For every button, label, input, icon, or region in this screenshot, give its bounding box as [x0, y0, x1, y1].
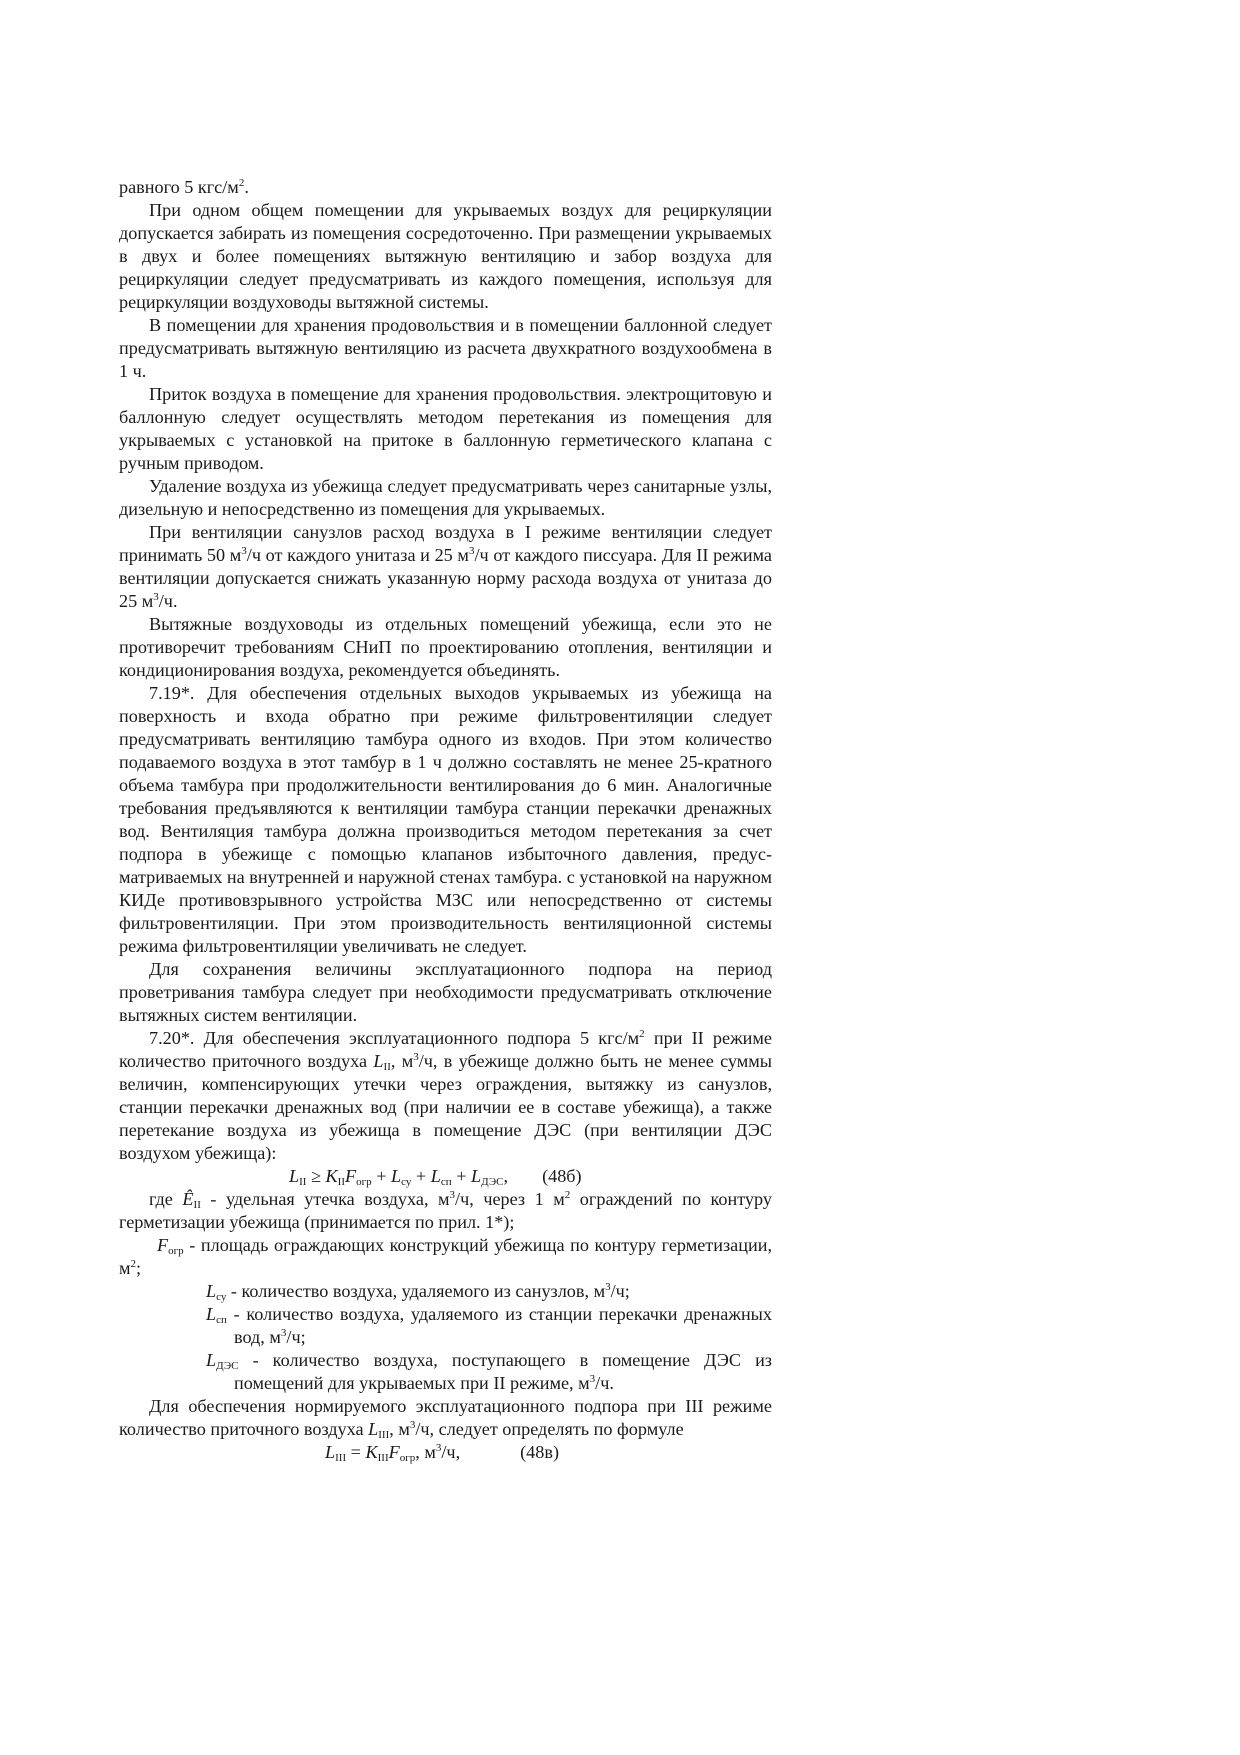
- paragraph-air-removal: Удаление воздуха из убежища следует предусматривать через санитарные узлы, дизельную и непосредственно из помещения для укрываемых.: [119, 476, 772, 519]
- paragraph-sanitary-ventilation: При вентиляции санузлов расход воздуха в I режиме вентиляции следует принимать 50 $м^3/ч$ от каждого унитаза и 25 $м^3/ч$ от каждого писсуара. Для II режима вентиляции допускается снижать указанную норму расхода воздуха от унитаза до 25 $м^3/ч$.: [119, 522, 773, 611]
- definition-l-des: $L_{ДЭС}$ - количество воздуха, поступающего в помещение ДЭС из помещений для укрываемых при II режиме, $м^3/ч$.: [206, 1350, 772, 1393]
- definition-l-su: $L_{су}$ - количество воздуха, удаляемого из санузлов, $м^3/ч$;: [206, 1281, 630, 1303]
- formula-number: (48в): [520, 1442, 560, 1462]
- formula-48v: $L_{III} = K_{III}F_{огр}$, $м^3/ч$, (48в): [325, 1442, 560, 1464]
- paragraph-air-inflow: Приток воздуха в помещение для хранения продовольствия. электрощитовую и баллонную следует осуществлять методом перетекания из помещения для укрываемых с установкой на притоке в баллонную герметического клапана с ручным приводом.: [119, 384, 772, 473]
- paragraph-pressure-maintenance: Для сохранения величины эксплуатационного подпора на период проветривания тамбура следует при необходимости предусматривать отключение вытяжных систем вентиляции.: [119, 959, 772, 1025]
- paragraph-7-20: 7.20*. Для обеспечения эксплуатационного подпора 5 кгс/$м^2$ при II режиме количество приточного воздуха $L_{II}$, $м^3/ч$, в убежище должно быть не менее суммы величин, компенсирующих утечки через ограждения, вытяжку из санузлов, станции перекачки дренажных вод (при наличии ее в составе убежища), а также перетекание воздуха из убежища в помещение ДЭС (при вентиляции ДЭС воздухом убежища):: [119, 1028, 773, 1163]
- formula-48b: $L_{II} \ge K_{II}F_{огр} + L_{су} + L_{сп} + L_{ДЭС}$, (48б): [289, 1166, 582, 1188]
- paragraph-mode-iii: Для обеспечения нормируемого эксплуатационного подпора при III режиме количество приточного воздуха $L_{III}$, $м^3/ч$, следует определять по формуле: [119, 1396, 772, 1441]
- formula-number: (48б): [542, 1166, 582, 1186]
- definition-leak-rate: где $Ê_{II}$ - удельная утечка воздуха, $м^3/ч$, через 1 $м^2$ ограждений по контуру герметизации убежища (принимается по прил. 1*);: [119, 1189, 772, 1232]
- paragraph-food-storage: В помещении для хранения продовольствия и в помещении баллонной следует предусматривать вытяжную вентиляцию из расчета двухкратного воздухообмена в 1 ч.: [119, 315, 772, 381]
- definition-area: $F_{огр}$ - площадь ограждающих конструкций убежища по контуру герметизации, $м^2$;: [119, 1235, 772, 1278]
- paragraph-7-19: 7.19*. Для обеспечения отдельных выходов укрываемых из убежища на поверхность и входа обратно при режиме фильтровентиляции следует предусматривать вентиляцию тамбура одного из входов. При этом количество подаваемого воздуха в этот тамбур в 1 ч должно составлять не менее 25-кратного объема тамбура при продолжительности вентилирования до 6 мин. Аналогичные требования предъявляются к вентиляции тамбура станции перекачки дренажных вод. Вентиляция тамбура должна производиться методом перетекания за счет подпора в убежище с помощью клапанов избыточного давления, предусматриваемых на внутренней и наружной стенах тамбура. с установкой на наружном КИДе противовзрывного устройства МЗС или непосредственно от системы фильтровентиляции. При этом производительность вентиляционной системы режима фильтровентиляции увеличивать не следует.: [119, 683, 772, 956]
- paragraph-exhaust-ducts: Вытяжные воздуховоды из отдельных помещений убежища, если это не противоречит требованиям СНиП по проектированию отопления, вентиляции и кондиционирования воздуха, рекомендуется объединять.: [119, 614, 772, 680]
- paragraph-continuation: равного 5 кгс/$м^2$.: [119, 177, 249, 197]
- document-page: [119, 176, 772, 1464]
- paragraph-recirculation: При одном общем помещении для укрываемых воздух для рециркуляции допускается забирать из помещения сосредоточенно. При размещении укрываемых в двух и более помещениях вытяжную вентиляцию и забор воздуха для рециркуляции следует предусматривать из каждого помещения, используя для рециркуляции воздуховоды вытяжной системы.: [119, 200, 772, 312]
- definition-l-sp: $L_{сп}$ - количество воздуха, удаляемого из станции перекачки дренажных вод, $м^3/ч$;: [206, 1304, 772, 1347]
